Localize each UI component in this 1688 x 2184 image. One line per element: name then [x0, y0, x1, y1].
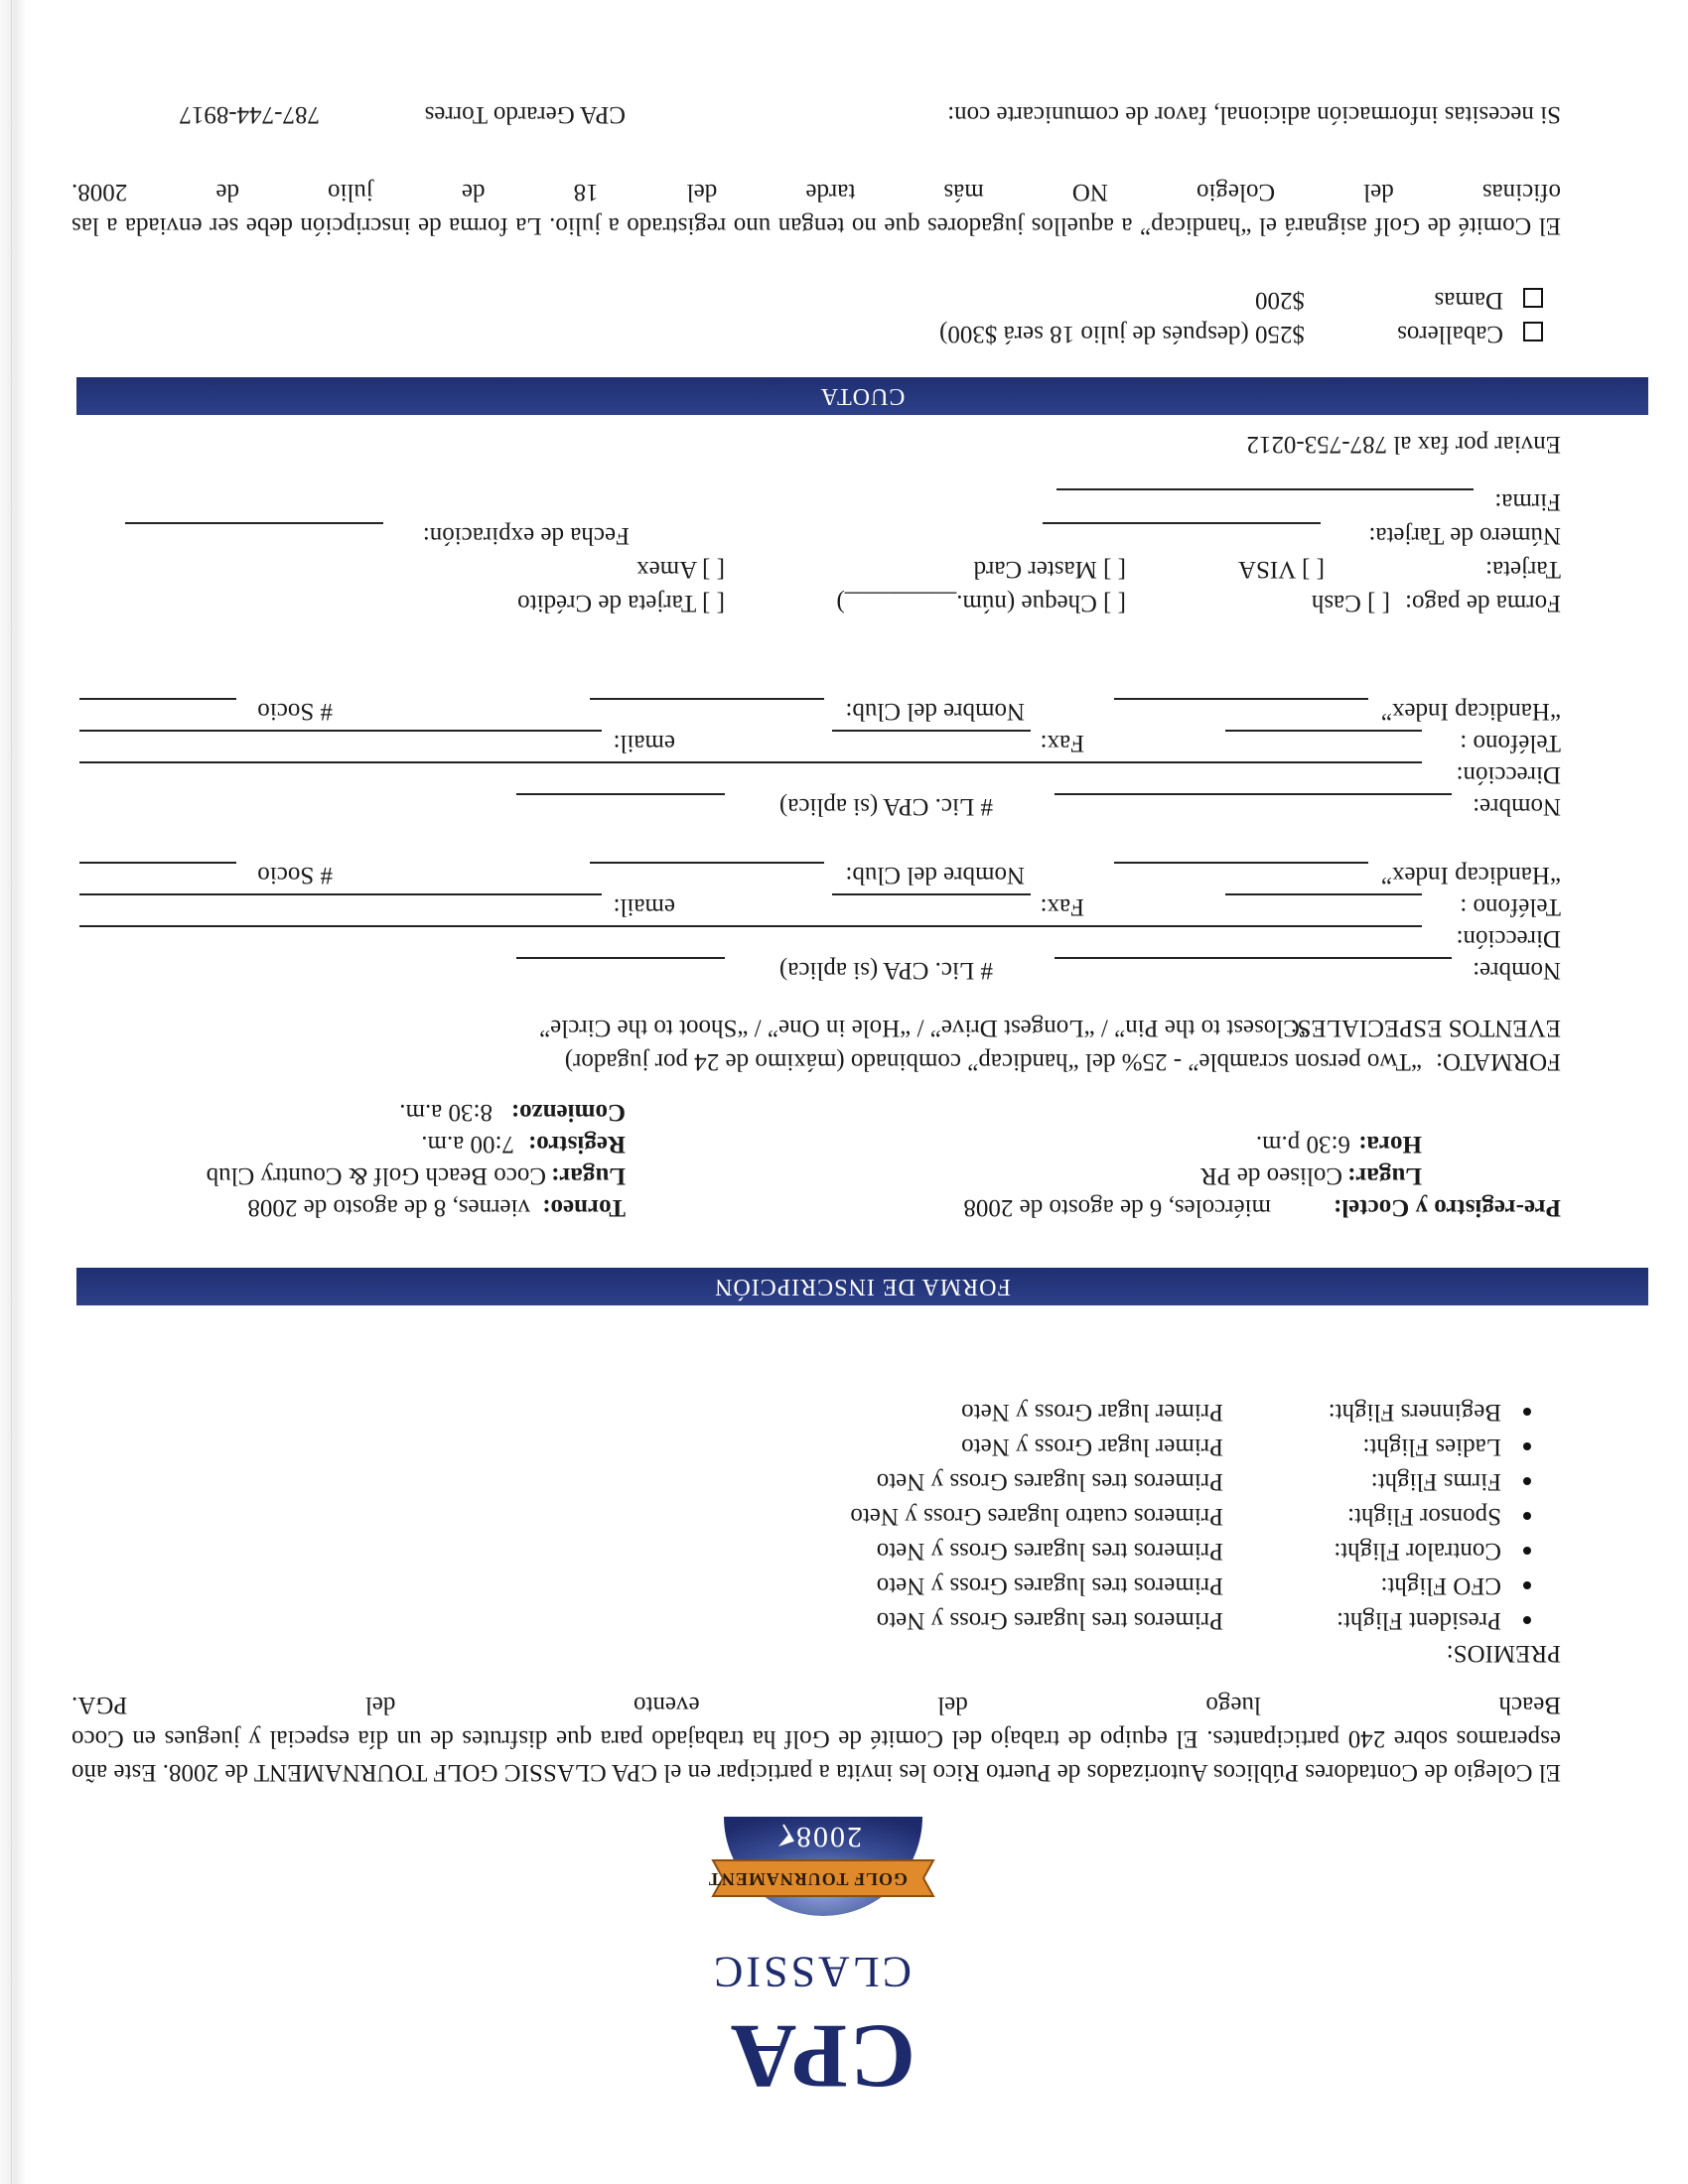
- socio-field[interactable]: [79, 698, 236, 700]
- fax-label: Fax:: [1040, 730, 1084, 756]
- damas-label: Damas: [1434, 287, 1503, 314]
- list-item-flight: Ladies Flight:: [1362, 1433, 1501, 1460]
- club-field[interactable]: [590, 698, 824, 700]
- cpa-classic-logo: [709, 1807, 937, 2144]
- list-item-flight: Firms Flight:: [1370, 1468, 1501, 1495]
- lugar-coctel-value: Coliseo de PR: [1199, 1162, 1342, 1189]
- list-item-flight: CFO Flight:: [1380, 1572, 1501, 1599]
- lugar-coctel-label: Lugar:: [1347, 1162, 1422, 1189]
- club-label: Nombre del Club:: [845, 862, 1025, 888]
- email-field[interactable]: [79, 730, 602, 732]
- pre-registro-value: miércoles, 6 de agosto de 2008: [963, 1194, 1271, 1221]
- logo-cpa-text: CPA: [728, 2006, 915, 2108]
- handicap-field[interactable]: [1114, 698, 1368, 700]
- page-edge: [0, 0, 26, 2184]
- lic-cpa-label: # Lic. CPA (si aplica): [778, 957, 993, 984]
- premios-title: PREMIOS:: [1446, 1640, 1561, 1667]
- logo-classic-text: CLASSIC: [711, 1948, 912, 1996]
- comienzo-value: 8:30 a.m.: [399, 1099, 492, 1126]
- registro-label: Registro:: [527, 1131, 626, 1158]
- caballeros-label: Caballeros: [1397, 321, 1503, 347]
- firma-field[interactable]: [1056, 488, 1474, 490]
- handicap-field[interactable]: [1114, 862, 1368, 864]
- damas-checkbox[interactable]: [1523, 288, 1543, 308]
- lugar-torneo-value: Coco Beach Golf & Country Club: [206, 1162, 546, 1189]
- bullet-icon: [1523, 1442, 1531, 1450]
- hora-label: Hora:: [1358, 1131, 1422, 1158]
- eventos-especiales-value: “Closest to the Pin” / “Longest Drive” / “Hole in One” / “Shoot to the Circle”: [539, 1015, 1311, 1041]
- nombre-field[interactable]: [1055, 957, 1452, 959]
- torneo-label: Torneo:: [542, 1194, 626, 1221]
- lic-cpa-field[interactable]: [516, 957, 725, 959]
- club-field[interactable]: [590, 862, 824, 864]
- intro-paragraph: El Colegio de Contadores Públicos Autorizados de Puerto Rico les invita a participar en el CPA CLASSIC GOLF TOURNAMENT de 2008. Este año esperamos sobre 240 participantes. El equipo de trabajo del Comité de Golf ha trabajado para que disfrutes de un día especial y juegues en Coco Beach luego del evento del PGA.: [71, 1692, 1561, 1786]
- telefono-field[interactable]: [1225, 893, 1422, 895]
- eventos-especiales-label: EVENTOS ESPECIALES:: [1290, 1015, 1561, 1041]
- numero-tarjeta-label: Número de Tarjeta:: [1368, 522, 1561, 549]
- bullet-icon: [1523, 1581, 1531, 1589]
- list-item-flight: Sponsor Flight:: [1347, 1503, 1501, 1530]
- expiracion-label: Fecha de expiración:: [422, 522, 630, 549]
- club-label: Nombre del Club:: [845, 698, 1025, 725]
- caballeros-checkbox[interactable]: [1523, 322, 1543, 341]
- page-edge-line: [11, 0, 12, 2184]
- telefono-label: Teléfono :: [1460, 893, 1561, 920]
- formato-label: FORMATO:: [1436, 1048, 1561, 1075]
- bullet-icon: [1523, 1477, 1531, 1485]
- amex-option[interactable]: [ ] Amex: [636, 556, 725, 583]
- numero-tarjeta-field[interactable]: [1043, 522, 1321, 524]
- expiracion-field[interactable]: [125, 522, 383, 524]
- visa-option[interactable]: [ ] VISA: [1237, 556, 1325, 583]
- bullet-icon: [1523, 1616, 1531, 1624]
- list-item-prize: Primeros tres lugares Gross y Neto: [876, 1607, 1223, 1634]
- forma-pago-label: Forma de pago:: [1405, 590, 1561, 616]
- tarjeta-label: Tarjeta:: [1485, 556, 1561, 583]
- list-item-flight: Contralor Flight:: [1334, 1538, 1501, 1565]
- nombre-label: Nombre:: [1473, 793, 1561, 820]
- cash-option[interactable]: [ ] Cash: [1311, 590, 1390, 616]
- handicap-label: “Handicap Index”: [1380, 862, 1561, 888]
- email-field[interactable]: [79, 893, 602, 895]
- contact-phone: 787-744-8917: [179, 101, 320, 128]
- forma-inscripcion-header: FORMA DE INSCRIPCIÓN: [76, 1268, 1648, 1305]
- telefono-field[interactable]: [1225, 730, 1422, 732]
- list-item-prize: Primeros cuatro lugares Gross y Neto: [850, 1503, 1223, 1530]
- bullet-icon: [1523, 1408, 1531, 1416]
- lic-cpa-label: # Lic. CPA (si aplica): [778, 793, 993, 820]
- hora-value: 6:30 p.m.: [1255, 1131, 1350, 1158]
- telefono-label: Teléfono :: [1460, 730, 1561, 756]
- comienzo-label: Comienzo:: [510, 1099, 626, 1126]
- damas-fee: $200: [1255, 287, 1305, 314]
- fax-instruction: Enviar por fax al 787-753-0212: [1246, 431, 1561, 458]
- nombre-label: Nombre:: [1473, 957, 1561, 984]
- handicap-label: “Handicap Index”: [1380, 698, 1561, 725]
- torneo-value: viernes, 8 de agosto de 2008: [247, 1194, 530, 1221]
- list-item-prize: Primer lugar Gross y Neto: [961, 1433, 1223, 1460]
- formato-value: “Two person scramble” - 25% del “handicap” combinado (máximo de 24 por jugador): [564, 1048, 1422, 1075]
- direccion-label: Dirección:: [1456, 761, 1561, 788]
- list-item-prize: Primeros tres lugares Gross y Neto: [876, 1538, 1223, 1565]
- list-item-prize: Primeros tres lugares Gross y Neto: [876, 1468, 1223, 1495]
- contact-text: Si necesitas información adicional, favor de comunicarte con:: [947, 101, 1561, 128]
- list-item-prize: Primer lugar Gross y Neto: [961, 1399, 1223, 1426]
- socio-label: # Socio: [257, 698, 333, 725]
- lic-cpa-field[interactable]: [516, 793, 725, 795]
- bullet-icon: [1523, 1512, 1531, 1520]
- contact-name: CPA Gerardo Torres: [424, 101, 626, 128]
- bullet-icon: [1523, 1547, 1531, 1555]
- master-card-option[interactable]: [ ] Master Card: [973, 556, 1126, 583]
- email-label: email:: [613, 730, 675, 756]
- caballeros-fee: $250 (después de julio 18 será $300): [939, 321, 1305, 347]
- socio-field[interactable]: [79, 862, 236, 864]
- fax-field[interactable]: [832, 893, 1031, 895]
- email-label: email:: [613, 893, 675, 920]
- direccion-label: Dirección:: [1456, 925, 1561, 952]
- list-item-prize: Primeros tres lugares Gross y Neto: [876, 1572, 1223, 1599]
- cheque-option[interactable]: [ ] Cheque (núm._________): [836, 590, 1126, 616]
- pre-registro-label: Pre-registro y Coctel:: [1333, 1194, 1561, 1221]
- nombre-field[interactable]: [1055, 793, 1452, 795]
- fax-field[interactable]: [832, 730, 1031, 732]
- fax-label: Fax:: [1040, 893, 1084, 920]
- tarjeta-credito-option[interactable]: [ ] Tarjeta de Crédito: [517, 590, 725, 616]
- lugar-torneo-label: Lugar:: [551, 1162, 626, 1189]
- socio-label: # Socio: [257, 862, 333, 888]
- direccion-field[interactable]: [79, 761, 1422, 763]
- registro-value: 7:00 a.m.: [421, 1131, 514, 1158]
- firma-label: Firma:: [1494, 488, 1561, 515]
- cuota-header: CUOTA: [76, 377, 1648, 415]
- logo-year: 2008: [794, 1821, 862, 1853]
- list-item-flight: Beginners Flight:: [1328, 1399, 1501, 1426]
- list-item-flight: President Flight:: [1336, 1607, 1501, 1634]
- logo-ribbon-text: GOLF TOURNAMENT: [707, 1869, 908, 1889]
- direccion-field[interactable]: [79, 925, 1422, 927]
- handicap-note: El Comité de Golf asignará el “handicap” a aquellos jugadores que no tengan uno registrado a julio. La forma de inscripción debe ser enviada a las oficinas del Colegio NO más tarde del 18 de julio de 2008.: [71, 179, 1561, 239]
